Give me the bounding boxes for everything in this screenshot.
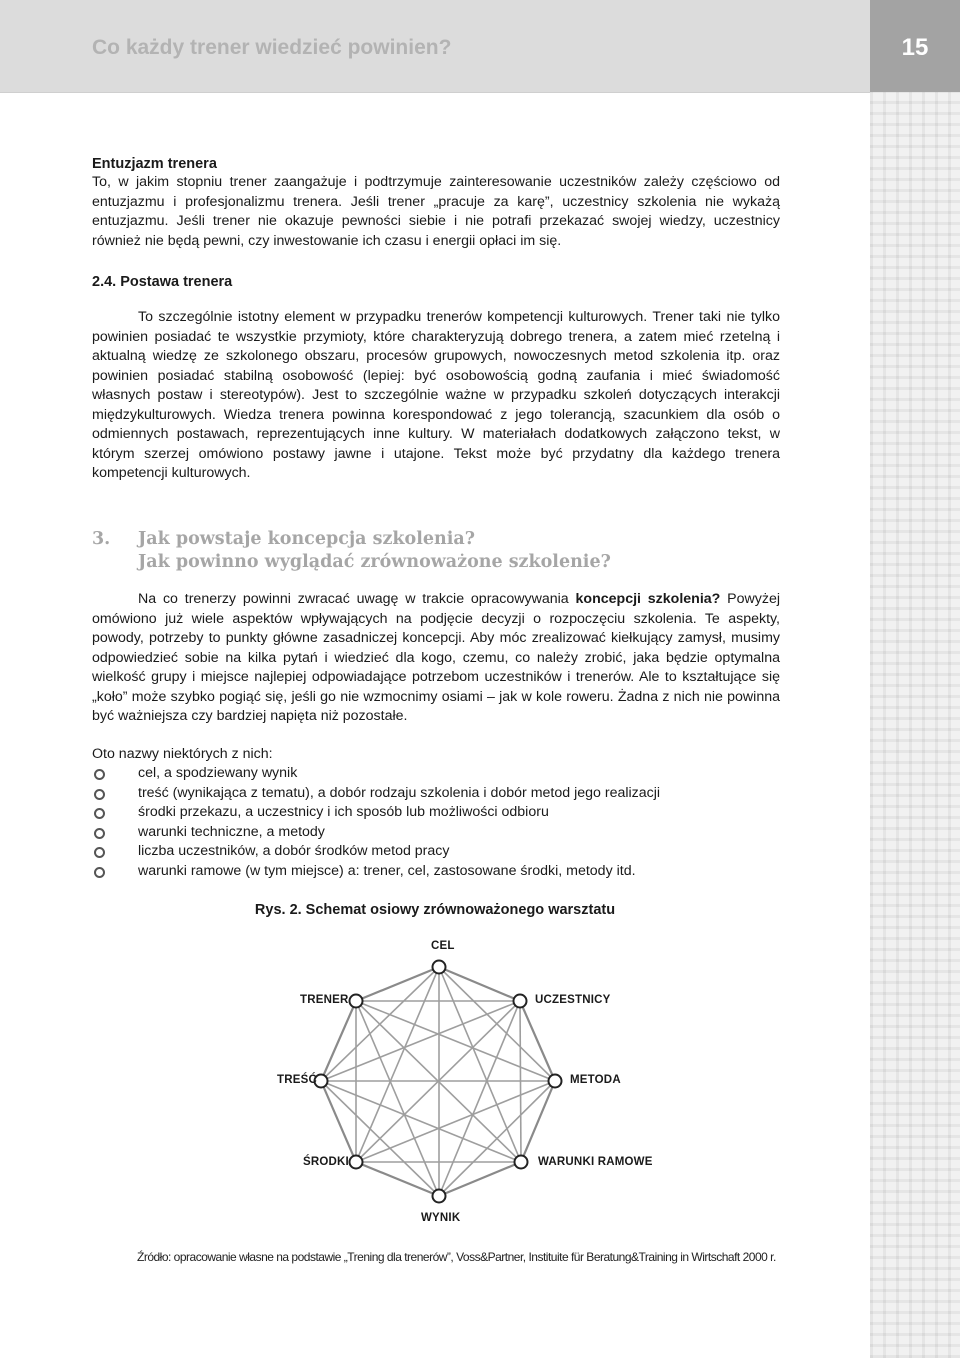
- aspects-list: [92, 764, 780, 882]
- list-item: [92, 784, 780, 804]
- section-2-4: [92, 274, 780, 484]
- list-item: [92, 764, 780, 784]
- circle-bullet-icon: [94, 769, 105, 780]
- circle-bullet-icon: [94, 808, 105, 819]
- enthusiasm-section: [92, 156, 780, 251]
- list-item-text: treść (wynikająca z tematu), a dobór rodzaju szkolenia i dobór metod jego realizacji: [138, 784, 661, 801]
- list-item: [92, 823, 780, 843]
- node-label-wynik: WYNIK: [421, 1212, 461, 1224]
- running-header-title: Co każdy trener wiedzieć powinien?: [92, 36, 452, 59]
- node-label-tresc: TREŚĆ: [277, 1074, 317, 1086]
- list-item-text: warunki techniczne, a metody: [138, 823, 325, 840]
- diagram-node: [515, 1156, 528, 1169]
- figure-caption: Rys. 2. Schemat osiowy zrównoważonego warsztatu: [254, 902, 616, 918]
- section-3-body: [92, 590, 780, 882]
- list-item-text: cel, a spodziewany wynik: [138, 765, 298, 781]
- node-label-warunki-ramowe: WARUNKI RAMOWE: [538, 1156, 653, 1168]
- node-label-cel: CEL: [431, 940, 455, 952]
- node-label-metoda: METODA: [570, 1074, 621, 1086]
- figure-source: Źródło: opracowanie własne na podstawie „Trening dla trenerów”, Voss&Partner, Instituite für Beratung&Training in Wirtschaft 2000 r.: [137, 1250, 776, 1264]
- diagram-node: [433, 1190, 446, 1203]
- list-item: [92, 842, 780, 862]
- intro-text-start: Na co trenerzy powinni zwracać uwagę w trakcie opracowywania: [138, 591, 576, 607]
- section-3-title-line1: Jak powstaje koncepcja szkolenia?: [138, 529, 475, 549]
- intro-text-rest: Powyżej omówiono już wiele aspektów wpływających na podjęcie decyzji o rozpoczęciu szkolenia. Te aspekty, powody, potrzeby to punkty główne zasadniczej koncepcji. Aby móc zrealizować kiełkujący zamysł, musimy odpowiedzieć sobie na kilka pytań i wiedzieć dla kogo, czemu, co należy zrobić, jaka będzie optymalna wielkość grupy i miejsce najlepiej odpowiadające potrzebom uczestników i trenerów. Ale to kształtujące się „koło” może szybko pogiąć się, jeśli go nie wzmocnimy osiami – jak w kole roweru. Żadna z nich nie powinna być ważniejsza czy bardziej napięta niż pozostałe.: [92, 591, 780, 724]
- decorative-side-pattern: [870, 92, 960, 1358]
- diagram-node: [350, 1156, 363, 1169]
- list-item: [92, 803, 780, 823]
- node-label-uczestnicy: UCZESTNICY: [535, 994, 611, 1006]
- section-2-4-heading: 2.4. Postawa trenera: [92, 274, 233, 290]
- page-number-box: [870, 0, 960, 92]
- axis-diagram: [250, 930, 670, 1230]
- list-item: [92, 862, 780, 882]
- intro-bold-phrase: koncepcji szkolenia?: [575, 591, 721, 607]
- diagram-node: [350, 995, 363, 1008]
- diagram-node: [433, 961, 446, 974]
- diagram-node: [549, 1075, 562, 1088]
- circle-bullet-icon: [94, 789, 105, 800]
- page-number: 15: [901, 34, 929, 61]
- list-item-text: liczba uczestników, a dobór środków metod pracy: [138, 843, 450, 860]
- circle-bullet-icon: [94, 828, 105, 839]
- circle-bullet-icon: [94, 847, 105, 858]
- section-3-number: 3.: [92, 529, 111, 549]
- enthusiasm-paragraph: To, w jakim stopniu trener zaangażuje i podtrzymuje zainteresowanie uczestników zależy częściowo od entuzjazmu i profesjonalizmu trenera. Jeśli trener „pracuje za karę”, uczestnicy szkolenia nie wykażą entuzjazmu. Jeśli trener nie okazuje pewności siebie i nie potrafi przekazać swojej wiedzy, uczestnicy również nie będą pewni, czy inwestowanie ich czasu i energii opłaci im się.: [92, 174, 780, 249]
- diagram-node: [514, 995, 527, 1008]
- section-3-intro-paragraph: [92, 590, 780, 727]
- enthusiasm-heading: Entuzjazm trenera: [92, 156, 217, 172]
- section-3-heading: [92, 528, 611, 574]
- list-item-text: środki przekazu, a uczestnicy i ich sposób lub możliwości odbioru: [138, 804, 549, 821]
- header-bar: [0, 0, 870, 93]
- node-label-trener: TRENER: [300, 994, 349, 1006]
- circle-bullet-icon: [94, 867, 105, 878]
- list-item-text: warunki ramowe (w tym miejsce) a: trener, cel, zastosowane środki, metody itd.: [138, 862, 636, 879]
- section-3-title-line2: Jak powinno wyglądać zrównoważone szkolenie?: [138, 552, 611, 572]
- node-label-srodki: ŚRODKI: [303, 1156, 349, 1168]
- section-2-4-paragraph: To szczególnie istotny element w przypadku trenerów kompetencji kulturowych. Trener taki nie tylko powinien posiadać te wszystkie przymioty, które charakteryzują dobrego trenera, a zatem mieć rzetelną i aktualną wiedzę ze szkolonego obszaru, procesów grupowych, nowoczesnych metod szkolenia itp. oraz powinien posiadać stabilną osobowość (lepiej: być osobowością godną zaufania i mieć świadomość własnych postaw i stereotypów). Jest to szczególnie ważne w przypadku szkoleń dotyczących interakcji międzykulturowych. Wiedza trenera powinna korespondować z jego tolerancją, szacunkiem dla osób o odmiennych postawach, reprezentujących inne kultury. W materiałach dodatkowych załączono tekst, w którym szerzej omówiono postawy jawne i utajone. Tekst może być przydatny dla każdego trenera kompetencji kulturowych.: [92, 309, 780, 481]
- list-intro: Oto nazwy niektórych z nich:: [92, 745, 273, 762]
